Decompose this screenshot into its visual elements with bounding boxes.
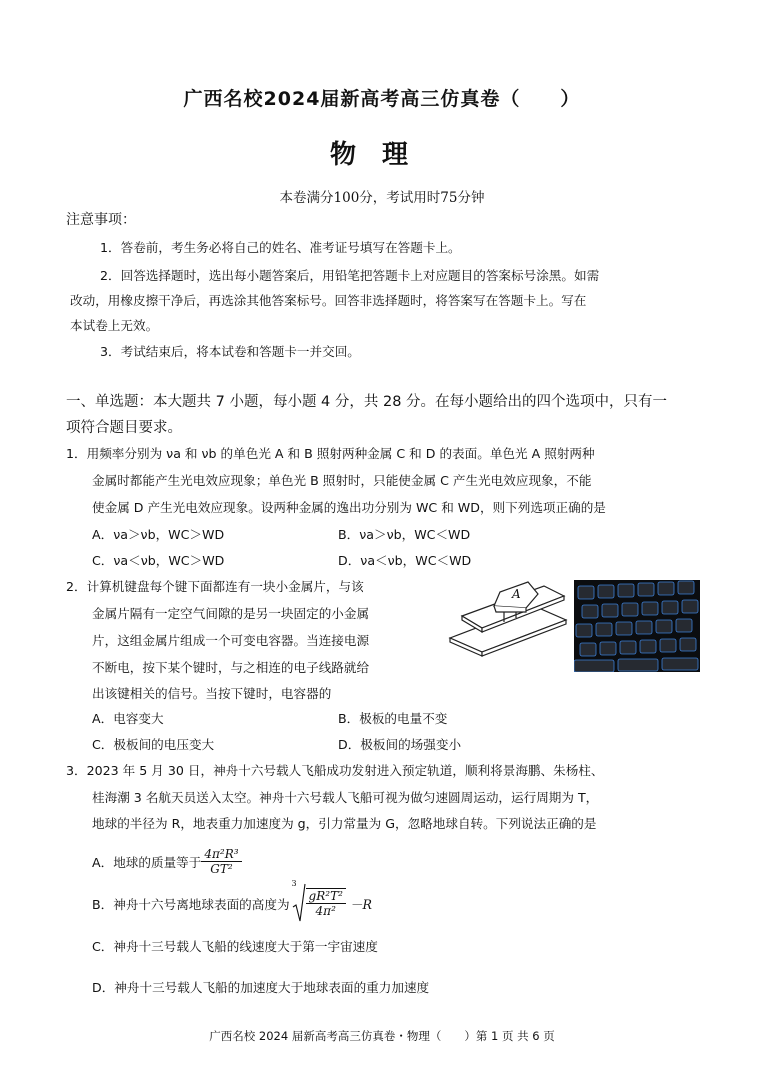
q2-option-c[interactable]: C．极板间的电压变大: [92, 737, 215, 752]
q3-stem-line-1: 3．2023 年 5 月 30 日，神舟十六号载人飞船成功发射进入预定轨道，顺利将景海鹏、朱杨柱、: [66, 763, 604, 778]
q1-stem-line-1: 1．用频率分别为 νa 和 νb 的单色光 A 和 B 照射两种金属 C 和 D 的表面。单色光 A 照射两种: [66, 446, 595, 461]
score-line: 本卷满分100分，考试用时75分钟: [279, 190, 485, 206]
q3-option-b-fraction: [306, 888, 346, 918]
q2-option-a[interactable]: A．电容变大: [92, 711, 164, 726]
q1-option-c[interactable]: C．νa＜νb，WC＞WD: [92, 553, 225, 568]
notice-item-2-cont: 改动，用橡皮擦干净后，再选涂其他答案标号。回答非选择题时，将答案写在答题卡上。写在: [70, 293, 587, 308]
q1-option-b[interactable]: B．νa＞νb，WC＜WD: [338, 527, 471, 542]
section-heading-cont: 项符合题目要求。: [66, 420, 182, 436]
q1-option-a[interactable]: A．νa＞νb，WC＞WD: [92, 527, 225, 542]
q3-option-b-root-index: 3: [291, 879, 297, 888]
capacitor-key-diagram: [448, 576, 570, 672]
q2-stem-line-4: 不断电，按下某个键时，与之相连的电子线路就给: [92, 660, 370, 675]
q3-stem-line-2: 桂海潮 3 名航天员送入太空。神舟十六号载人飞船可视为做匀速圆周运动，运行周期为 T，: [92, 790, 599, 805]
q2-stem-line-3: 片，这组金属片组成一个可变电容器。当连接电源: [92, 633, 370, 648]
q3-option-b[interactable]: [92, 878, 372, 928]
subject-title: 物理: [329, 140, 434, 170]
q3-option-b-denominator: 4π²: [315, 903, 336, 918]
q3-option-b-text: B．神舟十六号离地球表面的高度为: [92, 896, 290, 912]
diagram-label-a: A: [512, 587, 521, 601]
q3-option-a-denominator: GT²: [210, 861, 233, 876]
page-title: 广西名校2024届新高考高三仿真卷（ ）: [183, 88, 581, 110]
q2-stem-line-2: 金属片隔有一定空气间隙的是另一块固定的小金属: [92, 606, 370, 621]
keyboard-photo: [574, 580, 700, 672]
q3-option-b-tail: －R: [349, 896, 372, 912]
keyboard-photo-image: [574, 580, 700, 672]
q1-stem-line-3: 使金属 D 产生光电效应现象。设两种金属的逸出功分别为 WC 和 WD，则下列选项正确的是: [92, 500, 606, 515]
q3-option-b-numerator: gR²T²: [306, 889, 346, 904]
q3-option-a-fraction: [201, 847, 241, 876]
q2-stem-line-1: 2．计算机键盘每个键下面都连有一块小金属片，与该: [66, 579, 364, 594]
q2-stem-line-5: 出该键相关的信号。当按下键时，电容器的: [92, 686, 332, 701]
q3-option-b-root: [291, 879, 346, 923]
section-heading: 一、单选题：本大题共 7 小题，每小题 4 分，共 28 分。在每小题给出的四个选项中，只有一: [66, 394, 668, 410]
q1-stem-line-2: 金属时都能产生光电效应现象；单色光 B 照射时，只能使金属 C 产生光电效应现象，不能: [92, 473, 592, 488]
radical-sign-icon: [292, 883, 306, 923]
q2-option-b[interactable]: B．极板的电量不变: [338, 711, 448, 726]
page-footer: 广西名校 2024 届新高考高三仿真卷・物理（ ）第 1 页 共 6 页: [209, 1029, 555, 1043]
q3-option-c[interactable]: C．神舟十三号载人飞船的线速度大于第一宇宙速度: [92, 939, 378, 954]
q3-option-a-numerator: 4π²R³: [201, 847, 241, 862]
q2-option-d[interactable]: D．极板间的场强变小: [338, 737, 462, 752]
q3-stem-line-3: 地球的半径为 R，地表重力加速度为 g，引力常量为 G，忽略地球自转。下列说法正确的是: [92, 816, 597, 831]
notice-item-2-end: 本试卷上无效。: [70, 318, 159, 333]
q3-option-a[interactable]: [92, 840, 242, 882]
q3-option-d[interactable]: D．神舟十三号载人飞船的加速度大于地球表面的重力加速度: [92, 980, 430, 995]
q3-option-a-text: A．地球的质量等于: [92, 854, 202, 870]
notice-heading: 注意事项：: [66, 212, 136, 228]
q1-option-d[interactable]: D．νa＜νb，WC＜WD: [338, 553, 472, 568]
notice-item-3: 3．考试结束后，将本试卷和答题卡一并交回。: [100, 344, 360, 359]
notice-item-1: 1．答卷前，考生务必将自己的姓名、准考证号填写在答题卡上。: [100, 240, 461, 255]
notice-item-2: 2．回答选择题时，选出每小题答案后，用铅笔把答题卡上对应题目的答案标号涂黑。如需: [100, 268, 600, 283]
